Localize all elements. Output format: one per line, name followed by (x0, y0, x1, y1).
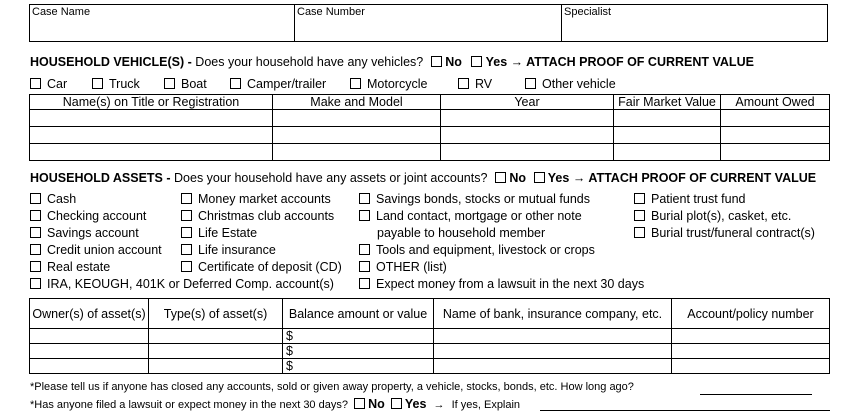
option-label: Camper/trailer (247, 77, 327, 91)
vehicle-option-camper[interactable] (230, 77, 326, 91)
table-cell[interactable] (672, 344, 830, 359)
vehicles-attach-proof: ATTACH PROOF OF CURRENT VALUE (526, 55, 754, 69)
option-label: Real estate (47, 260, 111, 274)
assets-col-owner: Owner(s) of asset(s) (30, 299, 149, 329)
asset-option-patient-trust[interactable] (634, 192, 746, 206)
checkbox-icon[interactable] (30, 278, 41, 289)
table-row (30, 127, 830, 144)
table-cell[interactable] (441, 110, 614, 127)
table-cell[interactable] (149, 344, 283, 359)
assets-no-checkbox[interactable] (495, 172, 506, 183)
checkbox-icon[interactable] (359, 244, 370, 255)
table-row (30, 359, 830, 374)
table-row (30, 144, 830, 161)
checkbox-icon[interactable] (634, 193, 645, 204)
case-name-label: Case Name (32, 6, 91, 18)
checkbox-icon[interactable] (359, 193, 370, 204)
checkbox-icon[interactable] (92, 78, 103, 89)
vehicle-option-boat[interactable] (164, 77, 207, 91)
lawsuit-yes-label: Yes (404, 397, 427, 411)
vehicles-question: Does your household have any vehicles? (195, 55, 424, 69)
vehicle-option-other[interactable] (525, 77, 616, 91)
asset-option-burial-trust[interactable] (634, 226, 815, 240)
vehicles-no-label: No (445, 55, 462, 69)
option-label: Cash (47, 192, 77, 206)
table-cell[interactable] (273, 144, 441, 161)
vehicles-title: HOUSEHOLD VEHICLE(S) - (30, 55, 192, 69)
table-cell[interactable] (672, 359, 830, 374)
table-cell[interactable] (149, 329, 283, 344)
table-cell[interactable]: $ (283, 344, 434, 359)
table-cell[interactable] (441, 144, 614, 161)
checkbox-icon[interactable] (30, 78, 41, 89)
checkbox-icon[interactable] (181, 244, 192, 255)
vehicles-yes-checkbox[interactable] (471, 56, 482, 67)
table-cell[interactable] (149, 359, 283, 374)
lawsuit-explain-field[interactable] (540, 410, 830, 411)
assets-col-balance: Balance amount or value (283, 299, 434, 329)
lawsuit-no-checkbox[interactable] (354, 398, 365, 409)
table-cell[interactable] (721, 110, 830, 127)
option-label: Car (47, 77, 68, 91)
vehicles-col-fmv: Fair Market Value (614, 95, 721, 110)
option-label: Checking account (47, 209, 147, 223)
assets-col-bank: Name of bank, insurance company, etc. (434, 299, 672, 329)
assets-attach-proof: ATTACH PROOF OF CURRENT VALUE (588, 171, 817, 185)
asset-option-credit-union[interactable] (30, 243, 162, 257)
assets-yes-label: Yes (547, 171, 570, 185)
table-cell[interactable] (434, 344, 672, 359)
option-label: Patient trust fund (651, 192, 746, 206)
asset-option-cash[interactable] (30, 192, 76, 206)
option-label: IRA, KEOUGH, 401K or Deferred Comp. account(s) (47, 277, 334, 291)
lawsuit-note: *Has anyone filed a lawsuit or expect money in the next 30 days? (30, 399, 348, 411)
table-row (30, 329, 830, 344)
table-cell[interactable] (30, 110, 273, 127)
how-long-ago-field[interactable] (700, 394, 812, 395)
table-cell[interactable] (30, 344, 149, 359)
lawsuit-explain-label: If yes, Explain (451, 399, 521, 411)
checkbox-icon[interactable] (230, 78, 241, 89)
asset-option-tools[interactable] (359, 243, 595, 257)
vehicles-col-name: Name(s) on Title or Registration (30, 95, 273, 110)
vehicles-no-checkbox[interactable] (431, 56, 442, 67)
option-label: OTHER (list) (376, 260, 447, 274)
checkbox-icon[interactable] (30, 210, 41, 221)
table-cell[interactable] (30, 144, 273, 161)
vehicles-col-year: Year (441, 95, 614, 110)
assets-col-type: Type(s) of asset(s) (149, 299, 283, 329)
asset-option-life-insurance[interactable] (181, 243, 276, 257)
option-label: Other vehicle (542, 77, 616, 91)
case-number-field[interactable] (294, 4, 562, 42)
assets-yes-checkbox[interactable] (534, 172, 545, 183)
vehicle-option-truck[interactable] (92, 77, 140, 91)
table-cell[interactable] (273, 127, 441, 144)
lawsuit-yes-checkbox[interactable] (391, 398, 402, 409)
option-label: Land contact, mortgage or other note (376, 209, 582, 223)
checkbox-icon[interactable] (30, 227, 41, 238)
asset-option-real-estate[interactable] (30, 260, 110, 274)
table-cell[interactable] (614, 144, 721, 161)
lawsuit-line (30, 397, 520, 411)
checkbox-icon[interactable] (164, 78, 175, 89)
assets-heading (30, 171, 816, 185)
table-row (30, 344, 830, 359)
assets-table (29, 298, 830, 374)
closed-accounts-note: *Please tell us if anyone has closed any accounts, sold or given away property, a vehicle, stocks, bonds, etc. How long ago? (30, 381, 634, 393)
table-cell[interactable] (672, 329, 830, 344)
lawsuit-arrow-icon: → (433, 399, 445, 411)
checkbox-icon[interactable] (634, 227, 645, 238)
table-cell[interactable]: $ (283, 359, 434, 374)
option-label: Christmas club accounts (198, 209, 335, 223)
option-label: Certificate of deposit (CD) (198, 260, 342, 274)
option-label: Credit union account (47, 243, 162, 257)
checkbox-icon[interactable] (359, 261, 370, 272)
vehicles-col-make: Make and Model (273, 95, 441, 110)
asset-option-cd[interactable] (181, 260, 342, 274)
checkbox-icon[interactable] (359, 210, 370, 221)
table-cell[interactable] (273, 110, 441, 127)
asset-option-money-market[interactable] (181, 192, 331, 206)
option-label: Boat (181, 77, 207, 91)
option-label: Expect money from a lawsuit in the next 30 days (376, 277, 645, 291)
table-cell[interactable] (614, 110, 721, 127)
assets-no-label: No (509, 171, 527, 185)
assets-arrow-icon: → (572, 171, 586, 185)
assets-title: HOUSEHOLD ASSETS - (30, 171, 171, 185)
asset-option-lawsuit[interactable] (359, 277, 644, 291)
option-label: Life insurance (198, 243, 276, 257)
vehicles-arrow-icon: → (510, 55, 524, 69)
option-label: Motorcycle (367, 77, 428, 91)
vehicle-option-car[interactable] (30, 77, 67, 91)
checkbox-icon[interactable] (458, 78, 469, 89)
table-cell[interactable] (721, 127, 830, 144)
table-cell[interactable] (30, 127, 273, 144)
asset-option-land-contract-cont: payable to household member (377, 226, 546, 240)
table-cell[interactable] (614, 127, 721, 144)
vehicles-yes-label: Yes (485, 55, 508, 69)
assets-question: Does your household have any assets or joint accounts? (174, 171, 488, 185)
checkbox-icon[interactable] (30, 193, 41, 204)
checkbox-icon[interactable] (181, 227, 192, 238)
option-label: Savings account (47, 226, 139, 240)
case-number-label: Case Number (297, 6, 365, 18)
table-cell[interactable] (30, 359, 149, 374)
checkbox-icon[interactable] (181, 210, 192, 221)
checkbox-icon[interactable] (181, 193, 192, 204)
option-label: Burial trust/funeral contract(s) (651, 226, 815, 240)
checkbox-icon[interactable] (350, 78, 361, 89)
specialist-label: Specialist (564, 6, 612, 18)
lawsuit-no-label: No (368, 397, 385, 411)
asset-option-savings[interactable] (30, 226, 139, 240)
table-row (30, 110, 830, 127)
option-label: Savings bonds, stocks or mutual funds (376, 192, 591, 206)
checkbox-icon[interactable] (359, 278, 370, 289)
option-label: RV (475, 77, 493, 91)
asset-option-savings-bonds[interactable] (359, 192, 590, 206)
vehicle-option-motorcycle[interactable] (350, 77, 427, 91)
asset-option-christmas-club[interactable] (181, 209, 334, 223)
table-cell[interactable] (30, 329, 149, 344)
table-cell[interactable] (434, 359, 672, 374)
table-cell[interactable] (441, 127, 614, 144)
option-label: Tools and equipment, livestock or crops (376, 243, 595, 257)
option-label: Truck (109, 77, 140, 91)
vehicles-col-owed: Amount Owed (721, 95, 830, 110)
vehicle-option-rv[interactable] (458, 77, 492, 91)
table-cell[interactable] (721, 144, 830, 161)
asset-option-land-contract[interactable] (359, 209, 582, 223)
option-label: Burial plot(s), casket, etc. (651, 209, 792, 223)
asset-option-other[interactable] (359, 260, 447, 274)
checkbox-icon[interactable] (525, 78, 536, 89)
case-name-field[interactable] (29, 4, 295, 42)
assets-col-account: Account/policy number (672, 299, 830, 329)
checkbox-icon[interactable] (181, 261, 192, 272)
vehicles-heading (30, 55, 754, 69)
asset-option-life-estate[interactable] (181, 226, 257, 240)
checkbox-icon[interactable] (30, 244, 41, 255)
asset-option-checking[interactable] (30, 209, 146, 223)
table-cell[interactable] (434, 329, 672, 344)
table-cell[interactable]: $ (283, 329, 434, 344)
asset-option-burial-plot[interactable] (634, 209, 791, 223)
checkbox-icon[interactable] (634, 210, 645, 221)
vehicles-table (29, 94, 830, 161)
option-label: Money market accounts (198, 192, 331, 206)
specialist-field[interactable] (561, 4, 828, 42)
checkbox-icon[interactable] (30, 261, 41, 272)
asset-option-ira[interactable] (30, 277, 334, 291)
option-label: Life Estate (198, 226, 258, 240)
